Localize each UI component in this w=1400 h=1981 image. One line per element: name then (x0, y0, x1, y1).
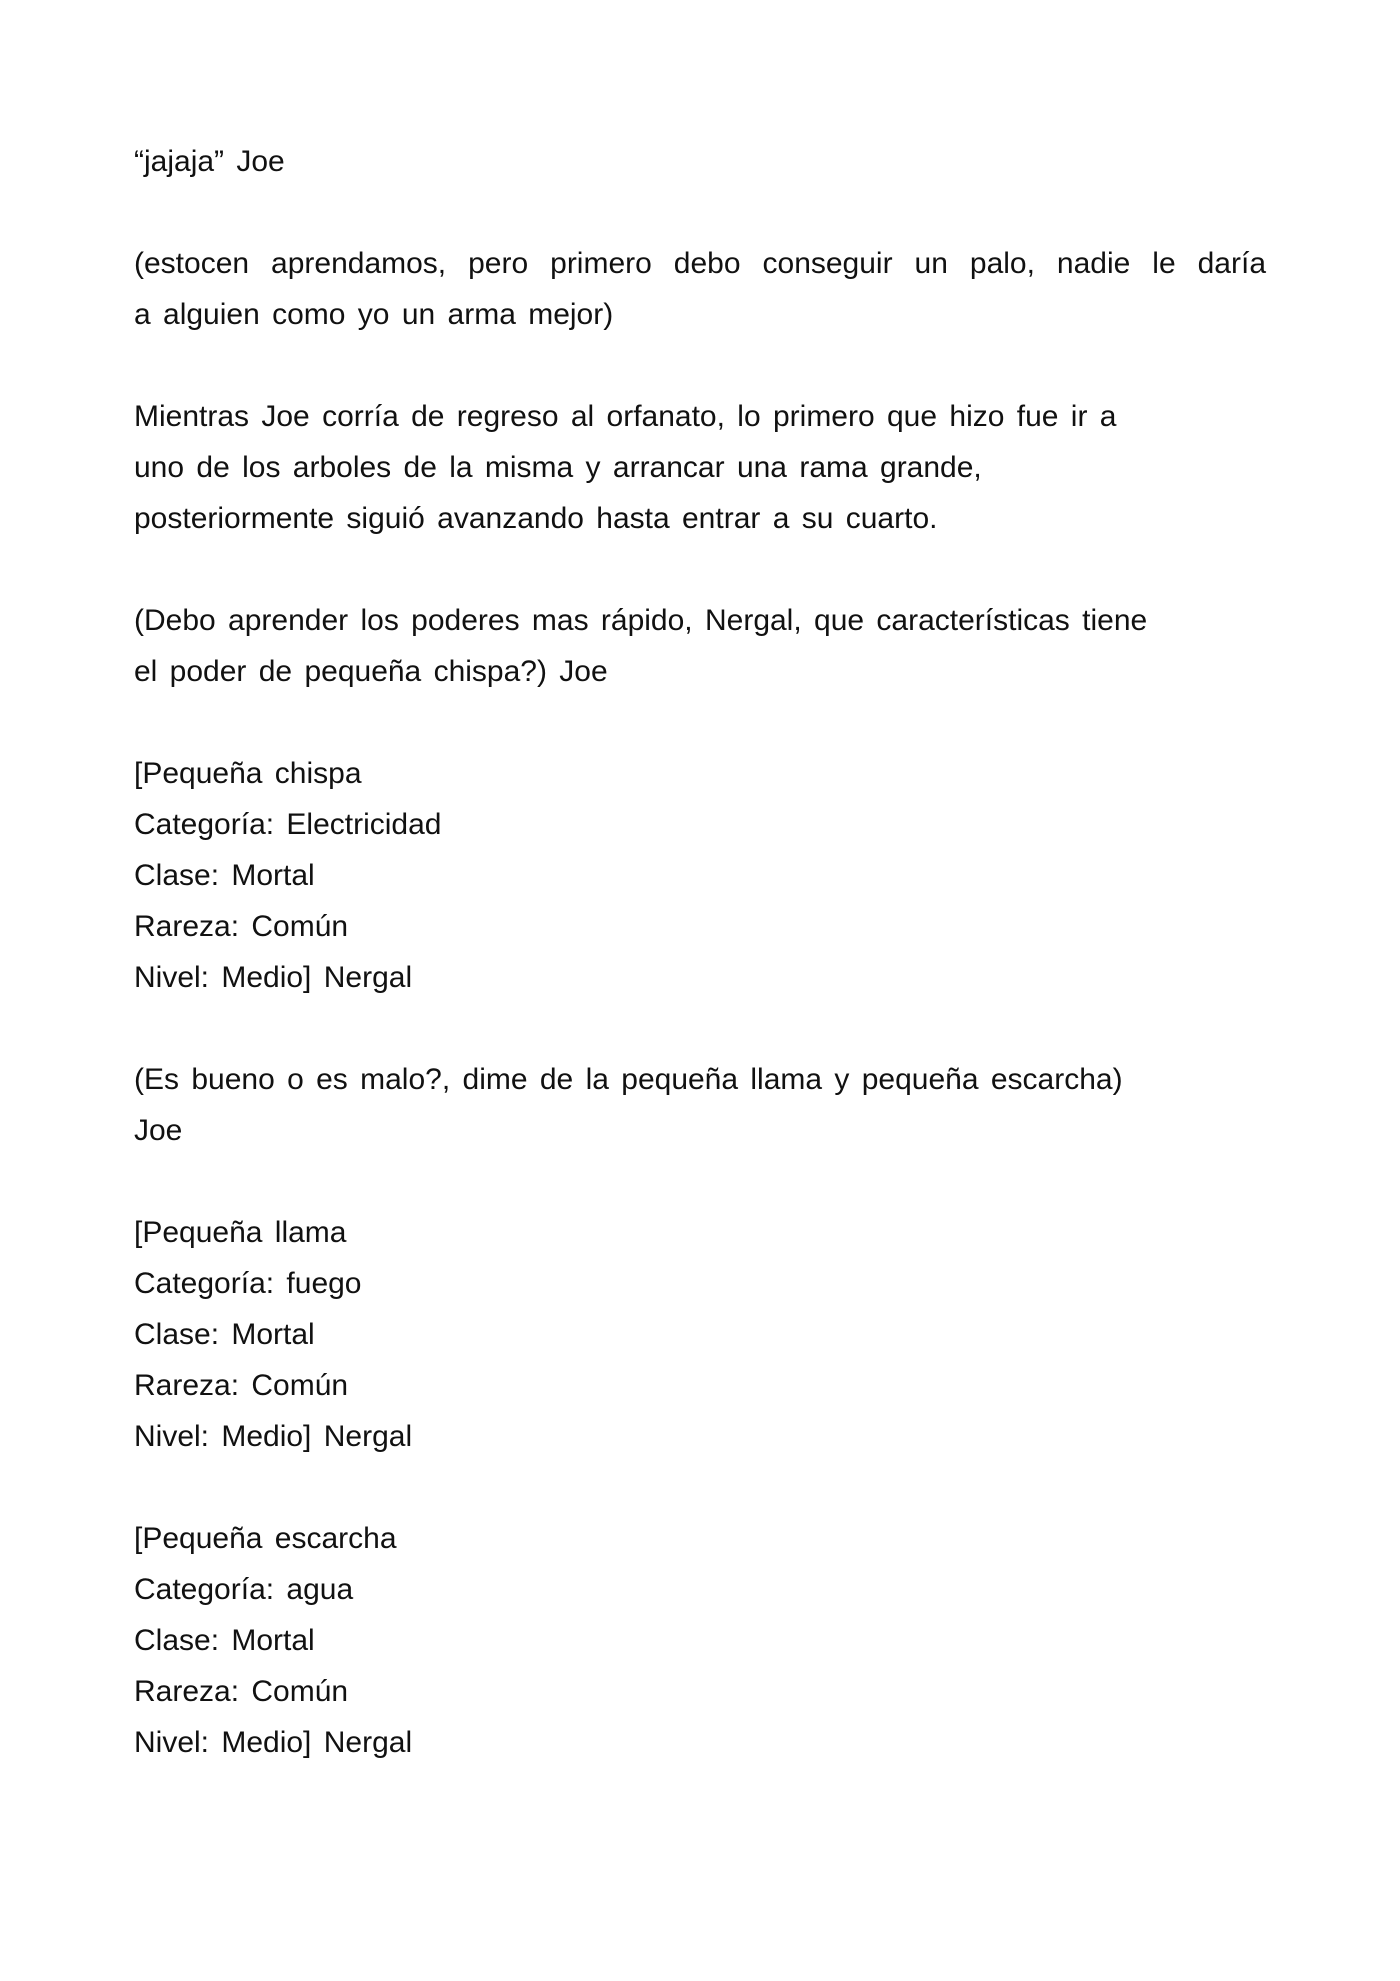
paragraph-joe-question-flame-frost (134, 1054, 1266, 1156)
paragraph-joe-thought-stick (134, 238, 1266, 340)
text-line: posteriormente siguió avanzando hasta entrar a su cuarto. (134, 502, 938, 535)
power-name: [Pequeña escarcha (134, 1522, 397, 1555)
text-line: “jajaja” Joe (134, 145, 285, 178)
text-line: (Es bueno o es malo?, dime de la pequeña llama y pequeña escarcha) (134, 1063, 1123, 1096)
power-rarity: Rareza: Común (134, 1675, 349, 1708)
text-line: el poder de pequeña chispa?) Joe (134, 655, 608, 688)
power-category: Categoría: fuego (134, 1267, 362, 1300)
paragraph-joe-laugh (134, 136, 1266, 187)
power-class: Clase: Mortal (134, 1318, 315, 1351)
power-level: Nivel: Medio] Nergal (134, 961, 413, 994)
text-line: uno de los arboles de la misma y arrancar una rama grande, (134, 451, 982, 484)
power-card-small-flame (134, 1207, 1266, 1462)
power-name: [Pequeña llama (134, 1216, 347, 1249)
power-name: [Pequeña chispa (134, 757, 362, 790)
text-line: Mientras Joe corría de regreso al orfanato, lo primero que hizo fue ir a (134, 400, 1117, 433)
power-level: Nivel: Medio] Nergal (134, 1726, 413, 1759)
text-line: (Debo aprender los poderes mas rápido, Nergal, que características tiene (134, 604, 1148, 637)
power-category: Categoría: agua (134, 1573, 354, 1606)
power-class: Clase: Mortal (134, 859, 315, 892)
power-rarity: Rareza: Común (134, 1369, 349, 1402)
power-rarity: Rareza: Común (134, 910, 349, 943)
power-level: Nivel: Medio] Nergal (134, 1420, 413, 1453)
power-class: Clase: Mortal (134, 1624, 315, 1657)
paragraph-narration (134, 391, 1266, 544)
power-category: Categoría: Electricidad (134, 808, 442, 841)
text-line: (estocen aprendamos, pero primero debo conseguir un palo, nadie le daría (134, 247, 1266, 280)
text-line: Joe (134, 1114, 183, 1147)
text-line: a alguien como yo un arma mejor) (134, 298, 614, 331)
power-card-small-spark (134, 748, 1266, 1003)
paragraph-joe-question-spark (134, 595, 1266, 697)
power-card-small-frost (134, 1513, 1266, 1768)
